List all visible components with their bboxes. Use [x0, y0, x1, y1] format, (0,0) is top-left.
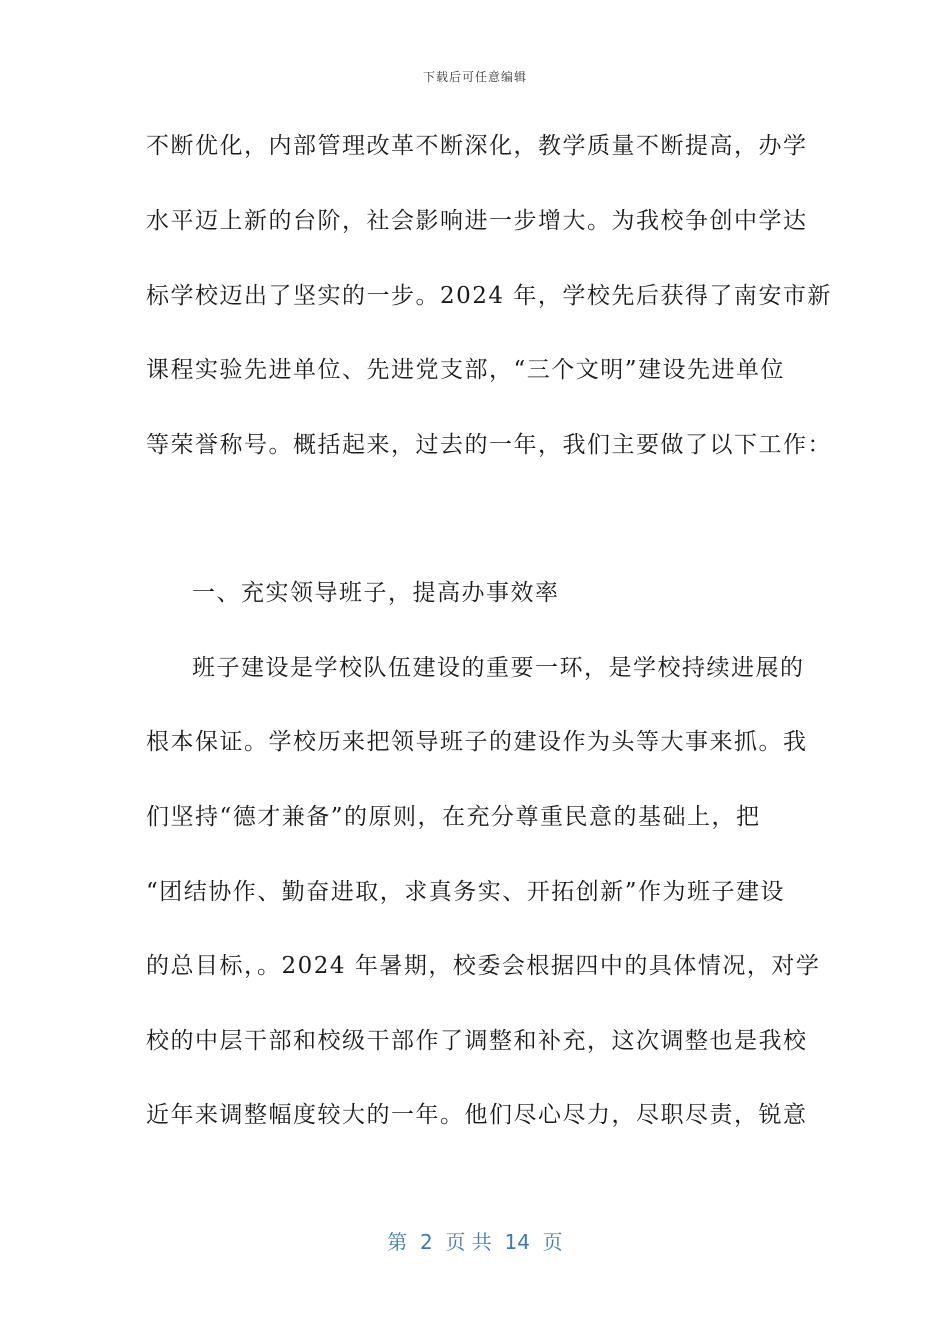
body-line: 课程实验先进单位、先进党支部，“三个文明”建设先进单位 — [146, 357, 786, 383]
body-line: 班子建设是学校队伍建设的重要一环，是学校持续进展的 — [192, 655, 805, 681]
body-line: 标学校迈出了坚实的一步。2024 年，学校先后获得了南安市新 — [146, 283, 832, 309]
body-line: 的总目标，。2024 年暑期，校委会根据四中的具体情况，对学 — [146, 953, 821, 979]
body-line: “团结协作、勤奋进取，求真务实、开拓创新”作为班子建设 — [146, 879, 786, 905]
page-number: 第 2 页 共 14 页 — [387, 1230, 563, 1254]
section-heading: 一、充实领导班子，提高办事效率 — [192, 580, 560, 606]
body-line: 校的中层干部和校级干部作了调整和补充，这次调整也是我校 — [146, 1028, 808, 1054]
header-note: 下载后可任意编辑 — [422, 70, 527, 84]
body-line: 根本保证。学校历来把领导班子的建设作为头等大事来抓。我 — [146, 729, 808, 755]
body-line: 等荣誉称号。概括起来，过去的一年，我们主要做了以下工作： — [146, 432, 832, 458]
body-line: 近年来调整幅度较大的一年。他们尽心尽力，尽职尽责，锐意 — [146, 1102, 808, 1128]
body-line: 不断优化，内部管理改革不断深化，教学质量不断提高，办学 — [146, 133, 808, 159]
body-line: 水平迈上新的台阶，社会影响进一步增大。为我校争创中学达 — [146, 208, 808, 234]
body-line: 们坚持“德才兼备”的原则，在充分尊重民意的基础上，把 — [146, 804, 761, 830]
